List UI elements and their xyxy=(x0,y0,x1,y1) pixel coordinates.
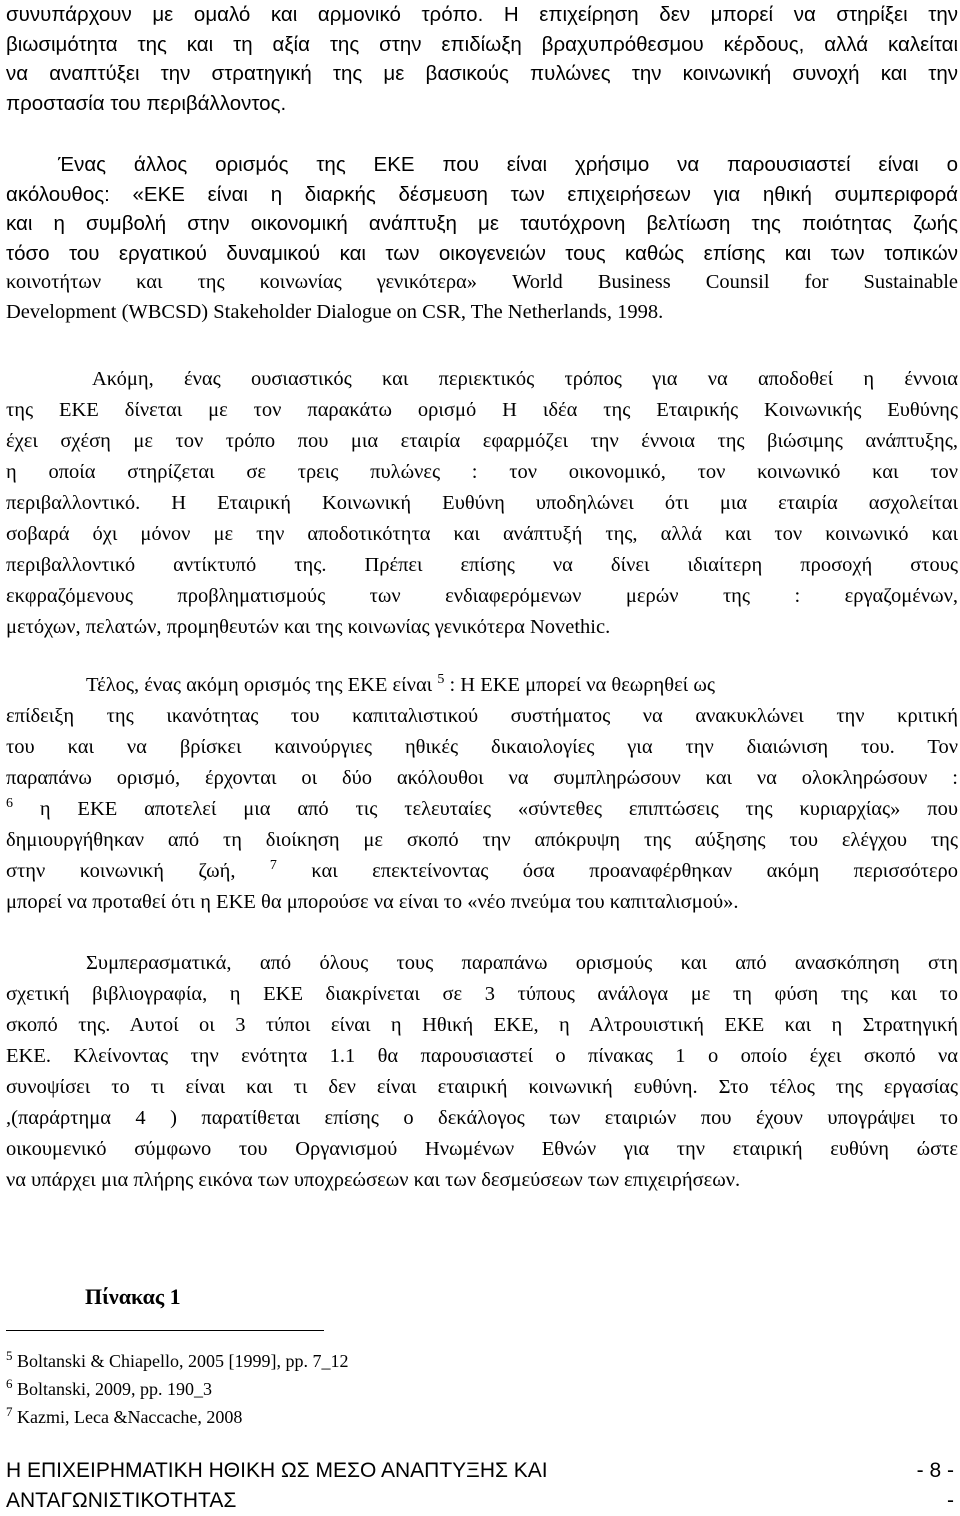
paragraph-line xyxy=(6,670,958,701)
paragraph-line: ΕΚΕ. Κλείνοντας την ενότητα 1.1 θα παρουσιαστεί ο πίνακας 1 ο οποίο έχει σκοπό να xyxy=(6,1045,958,1067)
paragraph-line: κοινοτήτων και της κοινωνίας γενικότερα» World Business Counsil for Sustainable xyxy=(6,271,958,294)
text-fragment: η ΕΚΕ αποτελεί μια από τις τελευταίες «σύντεθες επιπτώσεις της κυριαρχίας» που xyxy=(39,798,959,820)
footnote xyxy=(6,1350,348,1372)
paragraph-line: περιβαλλοντικό αντίκτυπό της. Πρέπει επίσης να δίνει ιδιαίτερη προσοχή στους xyxy=(6,554,958,576)
footnote-number: 6 xyxy=(6,1376,13,1391)
paragraph-line: έχει σχέση με τον τρόπο που μια εταιρία εφαρμόζει την έννοια της βιώσιμης ανάπτυξης, xyxy=(6,430,958,452)
page-number: - 8 - xyxy=(916,1459,954,1482)
paragraph-line: Development (WBCSD) Stakeholder Dialogue on CSR, The Netherlands, 1998. xyxy=(6,300,664,323)
footnote-number: 7 xyxy=(6,1404,13,1419)
paragraph-line: επίδειξη της ικανότητας του καπιταλιστικού συστήματος να ανακυκλώνει την κριτική xyxy=(6,705,958,727)
paragraph-line: σοβαρά όχι μόνον με την αποδοτικότητα και ανάπτυξή της, αλλά και τον κοινωνικό και xyxy=(6,523,958,545)
paragraph-line: οικουμενικό σύμφωνο του Οργανισμού Ηνωμένων Εθνών για την εταιρική ευθύνη ώστε xyxy=(6,1138,958,1160)
paragraph-line: να αναπτύξει την στρατηγική της με βασικούς πυλώνες την κοινωνική συνοχή και την xyxy=(6,62,958,86)
footnote-ref: 7 xyxy=(269,858,277,874)
text-fragment: στην κοινωνική ζωή, xyxy=(6,860,236,882)
paragraph-line: Ακόμη, ένας ουσιαστικός και περιεκτικός τρόπος για να αποδοθεί η έννοια xyxy=(92,368,958,390)
footnote-text: Kazmi, Leca &Naccache, 2008 xyxy=(17,1407,243,1427)
paragraph-3 xyxy=(6,364,958,643)
footer-title-line: Η ΕΠΙΧΕΙΡΗΜΑΤΙΚΗ ΗΘΙΚΗ ΩΣ ΜΕΣΟ ΑΝΑΠΤΥΞΗΣ ΚΑΙ xyxy=(6,1459,548,1482)
paragraph-line: συνοψίσει το τι είναι και τι δεν είναι εταιρική κοινωνική ευθύνη. Στο τέλος της εργασίας xyxy=(6,1076,958,1098)
paragraph-line: σκοπό της. Αυτοί οι 3 τύποι είναι η Ηθική ΕΚΕ, η Αλτρουιστική ΕΚΕ και η Στρατηγική xyxy=(6,1014,958,1036)
footnote xyxy=(6,1378,212,1400)
paragraph-5 xyxy=(6,948,958,1196)
text-fragment: και επεκτείνοντας όσα προαναφέρθηκαν ακόμη περισσότερο xyxy=(311,860,958,882)
paragraph-line: και η συμβολή στην οικονομική ανάπτυξη με ταυτόχρονη βελτίωση της ποιότητας ζωής xyxy=(6,212,958,236)
paragraph-line: σχετική βιβλιογραφία, η ΕΚΕ διακρίνεται σε 3 τύπους ανάλογα με τη φύση της και το xyxy=(6,983,958,1005)
table-heading: Πίνακας 1 xyxy=(85,1284,181,1309)
paragraph-line: να υπάρχει μια πλήρης εικόνα των υποχρεώσεων και των δεσμεύσεων των επιχειρήσεων. xyxy=(6,1169,741,1191)
footnote xyxy=(6,1406,242,1428)
paragraph-line: μπορεί να προταθεί ότι η ΕΚΕ θα μπορούσε να είναι το «νέο πνεύμα του καπιταλισμού». xyxy=(6,891,739,913)
paragraph-line: περιβαλλοντικό. Η Εταιρική Κοινωνική Ευθύνη υποδηλώνει ότι μια εταιρία ασχολείται xyxy=(6,492,958,514)
paragraph-line: ,(παράρτημα 4 ) παρατίθεται επίσης ο δεκάλογος των εταιριών που έχουν υπογράψει το xyxy=(6,1107,958,1129)
page-number-block xyxy=(917,1456,954,1516)
footer-title xyxy=(6,1456,548,1516)
footnote-ref: 5 xyxy=(437,672,445,688)
footnote-text: Boltanski, 2009, pp. 190_3 xyxy=(17,1379,213,1399)
paragraph-line xyxy=(6,794,958,825)
paragraph-line: παραπάνω ορισμό, έρχονται οι δύο ακόλουθοι να συμπληρώσουν και να ολοκληρώσουν : xyxy=(6,767,958,789)
paragraph-line: η οποία στηρίζεται σε τρεις πυλώνες : τον οικονομικό, τον κοινωνικό και τον xyxy=(6,461,958,483)
text-fragment: : Η ΕΚΕ μπορεί να θεωρηθεί ως xyxy=(449,674,715,696)
paragraph-line: δημιουργήθηκαν από τη διοίκηση με σκοπό την απόκρυψη της αύξησης του ελέγχου της xyxy=(6,829,958,851)
paragraph-line: Συμπερασματικά, από όλους τους παραπάνω ορισμούς και από ανασκόπηση στη xyxy=(86,952,958,974)
footer-title-line: ΑΝΤΑΓΩΝΙΣΤΙΚΟΤΗΤΑΣ xyxy=(6,1489,237,1512)
paragraph-1 xyxy=(6,0,958,118)
paragraph-line: ακόλουθος: «ΕΚΕ είναι η διαρκής δέσμευση των επιχειρήσεων για ηθική συμπεριφορά xyxy=(6,182,958,206)
paragraph-line: συνυπάρχουν με ομαλό και αρμονικό τρόπο. Η επιχείρηση δεν μπορεί να στηρίξει την xyxy=(6,3,958,26)
paragraph-line: τόσο του εργατικού δυναμικού και των οικογενειών τους καθώς επίσης και των τοπικών xyxy=(6,241,958,265)
page-number-dash: - xyxy=(947,1489,954,1512)
footnote-number: 5 xyxy=(6,1348,13,1363)
paragraph-line: του και να βρίσκει καινούργιες ηθικές δικαιολογίες για την διαιώνιση του. Τον xyxy=(6,736,958,758)
footnote-text: Boltanski & Chiapello, 2005 [1999], pp. 7_12 xyxy=(17,1351,349,1371)
paragraph-4 xyxy=(6,670,958,918)
text-fragment: Τέλος, ένας ακόμη ορισμός της ΕΚΕ είναι xyxy=(86,674,433,696)
paragraph-line: μετόχων, πελατών, προμηθευτών και της κοινωνίας γενικότερα Novethic. xyxy=(6,616,611,638)
paragraph-line xyxy=(6,856,958,887)
paragraph-line: προστασία του περιβάλλοντος. xyxy=(6,91,287,115)
footnote-ref: 6 xyxy=(6,796,13,812)
paragraph-2 xyxy=(6,150,958,328)
paragraph-line: εκφραζόμενους προβληματισμούς των ενδιαφερόμενων μερών της : εργαζομένων, xyxy=(6,585,958,607)
footnote-separator xyxy=(6,1330,324,1331)
paragraph-line: βιωσιμότητα της και τη αξία της στην επιδίωξη βραχυπρόθεσμου κέρδους, αλλά καλείται xyxy=(6,32,958,56)
paragraph-line: Ένας άλλος ορισμός της ΕΚΕ που είναι χρήσιμο να παρουσιαστεί είναι ο xyxy=(58,153,958,176)
paragraph-line: της ΕΚΕ δίνεται με τον παρακάτω ορισμό Η ιδέα της Εταιρικής Κοινωνικής Ευθύνης xyxy=(6,399,958,421)
